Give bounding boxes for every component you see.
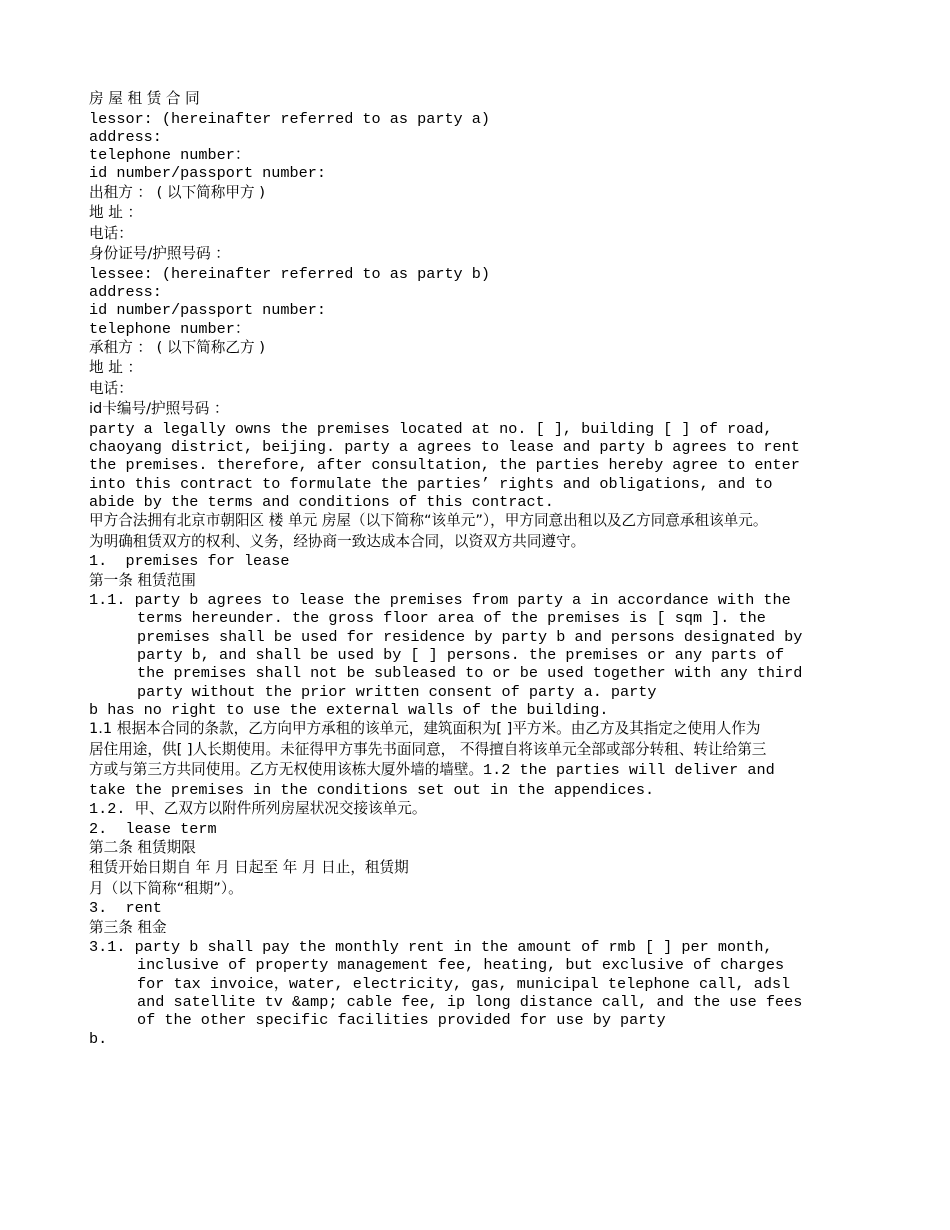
clause-1-1-line: party b, and shall be used by [ ] persons. the premises or any parts of	[137, 646, 785, 665]
lessee-telephone-en: telephone number：	[89, 319, 251, 338]
intro-line-en: party a legally owns the premises located at no. [ ], building [ ] of road,	[89, 419, 773, 438]
clause-1-2-number: 1.2.	[89, 800, 135, 819]
section-2-heading-zh: 第二条 租赁期限	[89, 838, 196, 856]
clause-1-1-zh-line: 1.1 根据本合同的条款，乙方向甲方承租的该单元，建筑面积为[ ]平方米。由乙方及其指定之使用人作为	[89, 720, 761, 738]
clause-1-2-zh-line	[89, 799, 879, 820]
clause-1-1-zh-line-mixed	[89, 760, 879, 781]
clause-3-1-first-line: 3.1. party b shall pay the monthly rent in the amount of rmb [ ] per month,	[89, 938, 773, 957]
clause-1-1-line: terms hereunder. the gross floor area of the premises is [ sqm ]. the	[137, 609, 766, 628]
clause-1-1-last-line: b has no right to use the external walls of the building.	[89, 700, 609, 719]
clause-3-1-line: and satellite tv &amp; cable fee, ip long distance call, and the use fees	[137, 993, 803, 1012]
lessee-address-zh: 地 址 ：	[89, 359, 143, 377]
intro-line-en: chaoyang district, beijing. party a agrees to lease and party b agrees to rent	[89, 438, 800, 457]
clause-3-1-line: for tax invoice，water, electricity, gas, municipal telephone call, adsl	[137, 974, 791, 993]
lessor-telephone-en: telephone number：	[89, 146, 251, 165]
intro-line-en: into this contract to formulate the parties’ rights and obligations, and to	[89, 474, 773, 493]
clause-1-1-line: the premises shall not be subleased to or be used together with any third	[137, 664, 803, 683]
lessor-heading-en: lessor: (hereinafter referred to as party a)	[89, 109, 491, 128]
lease-term-zh-line: 租赁开始日期自 年 月 日起至 年 月 日止，租赁期	[89, 859, 409, 877]
section-1-heading-zh: 第一条 租赁范围	[89, 571, 196, 589]
clause-1-1-zh-line: 居住用途，供[ ]人长期使用。未征得甲方事先书面同意， 不得擅自将该单元全部或部分转租、转让给第三	[89, 740, 767, 758]
clause-1-2-en-line: take the premises in the conditions set out in the appendices.	[89, 780, 655, 799]
clause-3-1-last-line: b.	[89, 1029, 108, 1048]
section-3-heading-en: 3. rent	[89, 899, 162, 918]
intro-line-en: abide by the terms and conditions of this contract.	[89, 493, 554, 512]
clause-1-1-zh-tail: 方或与第三方共同使用。乙方无权使用该栋大厦外墙的墙壁。	[89, 761, 484, 779]
contract-document	[89, 89, 879, 1048]
contract-title: 房 屋 租 赁 合 同	[89, 90, 200, 107]
lease-term-zh-line: 月（以下简称“租期”）。	[89, 879, 243, 897]
section-2-heading-en: 2. lease term	[89, 819, 217, 838]
lessee-heading-zh: 承租方 ： ( 以下简称乙方 )	[89, 338, 265, 356]
clause-1-2-en-start: 1.2 the parties will deliver and	[483, 761, 775, 780]
lessor-address-en: address:	[89, 127, 162, 146]
lessor-id-zh: 身份证号/护照号码 ：	[89, 245, 230, 263]
lessor-telephone-zh: 电话：	[89, 224, 133, 242]
clause-1-1-first-line: 1.1. party b agrees to lease the premises from party a in accordance with the	[89, 591, 791, 610]
clause-1-1-line: party without the prior written consent of party a. party	[137, 682, 657, 701]
intro-line-en: the premises. therefore, after consultation, the parties hereby agree to enter	[89, 456, 800, 475]
lessor-heading-zh: 出租方 ： ( 以下简称甲方 )	[89, 183, 265, 201]
lessor-id-en: id number/passport number:	[89, 164, 326, 183]
clause-1-2-zh-text: 甲、乙双方以附件所列房屋状况交接该单元。	[134, 800, 427, 818]
lessee-heading-en: lessee: (hereinafter referred to as party b)	[89, 264, 491, 283]
section-1-heading-en: 1. premises for lease	[89, 552, 290, 571]
lessee-telephone-zh: 电话：	[89, 379, 133, 397]
lessee-id-en: id number/passport number:	[89, 301, 326, 320]
intro-line-zh: 甲方合法拥有北京市朝阳区 楼 单元 房屋（以下简称“该单元”），甲方同意出租以及乙方同意承租该单元。	[89, 512, 768, 530]
intro-line-zh: 为明确租赁双方的权利、义务，经协商一致达成本合同，以资双方共同遵守。	[89, 532, 586, 550]
clause-3-1-line: inclusive of property management fee, heating, but exclusive of charges	[137, 956, 785, 975]
clause-1-1-line: premises shall be used for residence by party b and persons designated by	[137, 627, 803, 646]
lessee-id-zh: id卡编号/护照号码 ：	[89, 400, 229, 418]
lessor-address-zh: 地 址 ：	[89, 204, 143, 222]
section-3-heading-zh: 第三条 租金	[89, 918, 167, 936]
lessee-address-en: address:	[89, 282, 162, 301]
clause-3-1-line: of the other specific facilities provided for use by party	[137, 1011, 666, 1030]
